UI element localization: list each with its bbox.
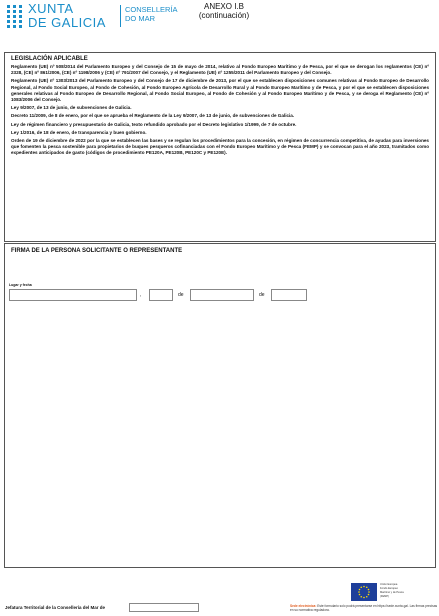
legislation-paragraph: Ley de régimen financiero y presupuestario de Galicia, texto refundido aprobado por el Decreto legislativo 1/1999, de 7 de octubre. [11, 121, 297, 127]
sede-electronica-note [290, 604, 438, 612]
sede-label: Sede electrónica: [290, 604, 317, 608]
legislation-paragraph: Decreto 11/2009, de 8 de enero, por el que se aprueba el Reglamento de la Ley 9/2007, de 13 de junio, de subvenciones de Galicia. [11, 113, 295, 119]
territorial-office-label: Jefatura Territorial de la Consellería del Mar de [5, 605, 105, 610]
department-line1: CONSELLERÍA [125, 5, 178, 14]
place-date-label: Lugar y fecha [9, 283, 32, 287]
legislation-paragraph: Orden de 19 de diciembre de 2022 por la que se establecen las bases y se regulan los procedimientos para la concesión, en régimen de concurrencia competitiva, de ayudas para inversiones que fomenten la pesca sostenible para propietarios de buques pesqueros cofinanciadas con el Fondo Europeo Marítimo y de Pesca (FEMP) y se convocan para el año 2023, tramitados como expedientes anticipados de gasto (códigos de procedimiento PE120A, PE120B, PE120C y PE120E). [11, 138, 429, 156]
territorial-office-input[interactable] [129, 603, 199, 612]
logo-text-xunta: XUNTA [28, 1, 74, 16]
year-input[interactable] [271, 289, 307, 301]
page-header [0, 0, 439, 40]
legislation-title: LEGISLACIÓN APLICABLE [11, 56, 88, 62]
xunta-logo [5, 2, 205, 32]
sede-text: Este formulario solo podrá presentarse en https://sede.xunta.gal. Las firmas precisas en su normativa reguladora. [290, 604, 438, 612]
place-input[interactable] [9, 289, 137, 301]
eu-flag-icon [351, 583, 377, 601]
eu-text-line: (FEMP) [380, 595, 389, 598]
legislation-section [4, 52, 436, 242]
de-separator-2: de [259, 292, 265, 298]
eu-text-line: Unión Europea [380, 583, 398, 586]
signature-title: FIRMA DE LA PERSONA SOLICITANTE O REPRESENTANTE [11, 248, 183, 254]
eu-text-line: Marítimo y de Pesca [380, 591, 404, 594]
legislation-paragraph: Reglamento (UE) nº 1303/2013 del Parlamento Europeo y del Consejo de 17 de diciembre de 2013, por el que se establecen disposiciones comunes relativas al Fondo Europeo de Desarrollo Regional, al Fondo Social Europeo, al Fondo de Cohesión, al Fondo Europeo Agrícola de Desarrollo Rural y al Fondo Europeo Marítimo y de Pesca, y por el que se establecen disposiciones generales relativas al Fondo Europeo de Desarrollo Regional, al Fondo Social Europeo, al Fondo de Cohesión y al Fondo Europeo Marítimo y de Pesca, y se deroga el Reglamento (CE) nº 1083/2006 del Consejo. [11, 78, 429, 103]
annex-title: ANEXO I.B [203, 2, 244, 11]
eu-fund-text [380, 583, 404, 599]
legislation-paragraph: Reglamento (UE) nº 508/2014 del Parlamento Europeo y del Consejo de 15 de mayo de 2014, relativo al Fondo Europeo Marítimo y de Pesca, por el que se derogan los reglamentos (CE) nº 2328, (CE) nº 861/2006, (CE) nº 1198/2006 y (CE) nº 791/2007 del Consejo, y el Reglamento (UE) nº 1255/2011 del Parlamento Europeo y del Consejo. [11, 64, 429, 76]
eu-text-line: Fondo Europeo [380, 587, 398, 590]
annex-heading [198, 2, 250, 20]
de-separator-1: de [178, 292, 184, 298]
department-line2: DO MAR [125, 14, 155, 23]
day-input[interactable] [149, 289, 173, 301]
xunta-cross-icon [5, 4, 24, 30]
logo-text-galicia: DE GALICIA [28, 15, 106, 30]
comma-separator: , [140, 292, 142, 298]
legislation-paragraph: Ley 1/2016, de 18 de enero, de transparencia y buen gobierno. [11, 129, 147, 135]
legislation-paragraph: Ley 9/2007, de 13 de junio, de subvenciones de Galicia. [11, 105, 132, 111]
month-input[interactable] [190, 289, 254, 301]
logo-divider [120, 5, 121, 27]
annex-subtitle: (continuación) [198, 11, 250, 20]
